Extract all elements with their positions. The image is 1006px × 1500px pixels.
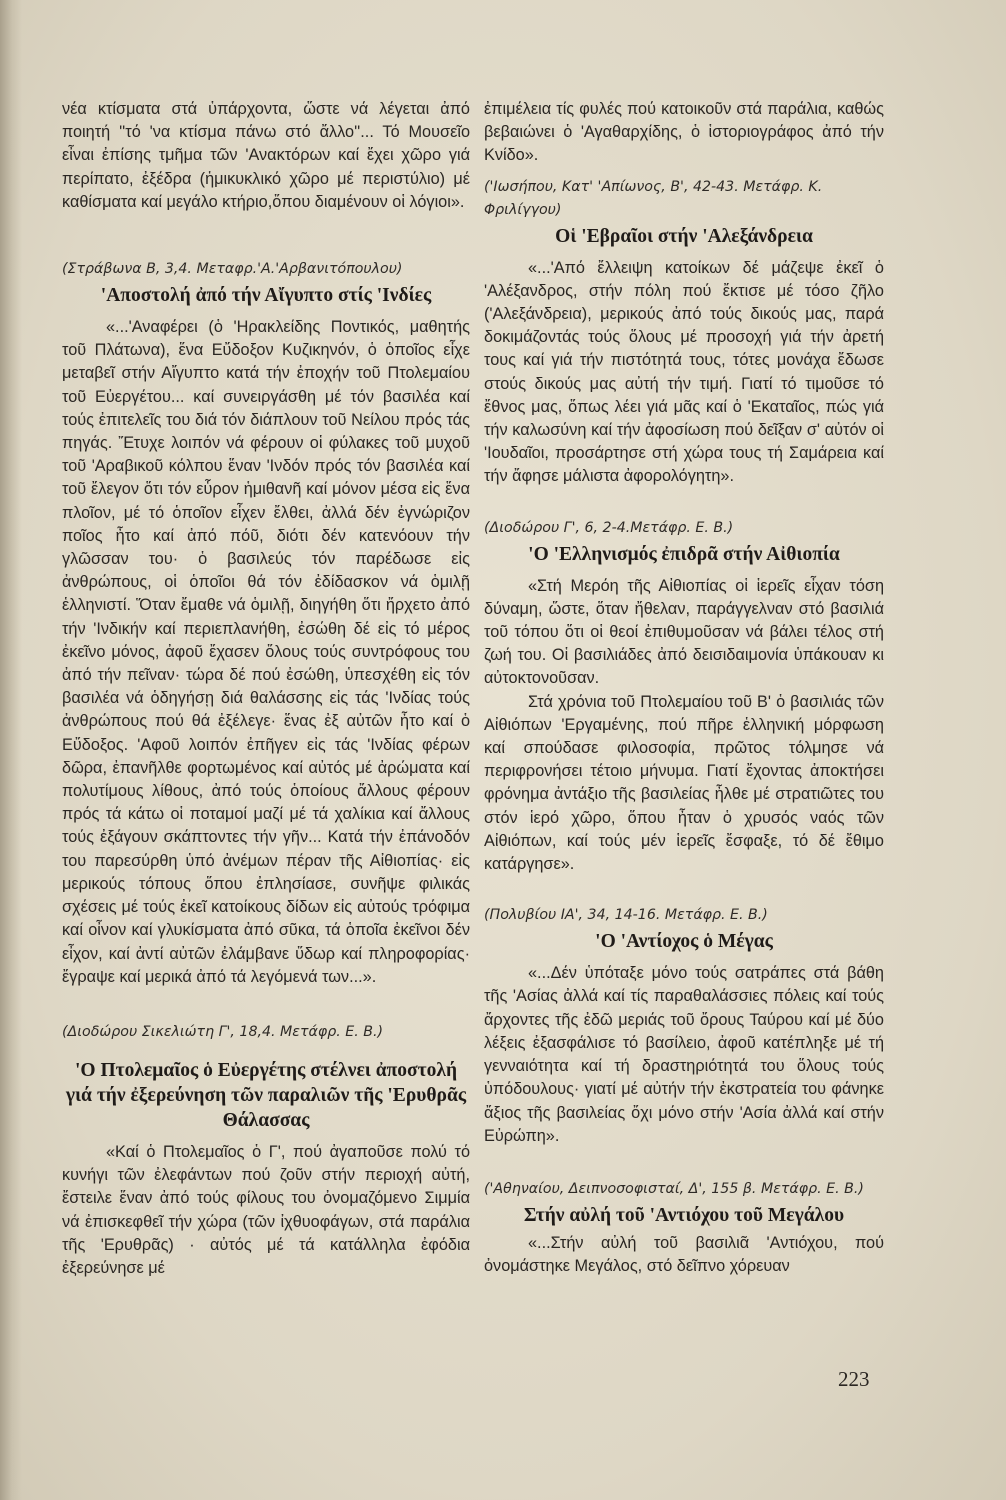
- right-column: [484, 98, 884, 1278]
- citation-josephus: ('Ιωσήπου, Κατ' 'Απίωνος, Β', 42-43. Μετάφρ. Κ. Φριλίγγου): [484, 178, 823, 218]
- citation-athenaeus: ('Αθηναίου, Δειπνοσοφισταί, Δ', 155 β. Μετάφρ. Ε. Β.): [484, 1180, 864, 1197]
- heading-ptolemy-euergetes: 'Ο Πτολεμαῖος ὁ Εὐεργέτης στέλνει ἀποστολή γιά τήν ἐξερεύνηση τῶν παραλιῶν τῆς 'Ερυθρᾶς Θάλασσας: [65, 1059, 467, 1131]
- left-column: [62, 98, 470, 1280]
- paragraph-simmias: «Καί ὁ Πτολεμαῖος ὁ Γ', πού ἀγαποῦσε πολύ τό κυνήγι τῶν ἐλεφάντων πού ζοῦν στήν περιοχή αὐτή, ἔστειλε ἕναν ἀπό τούς φίλους του ὀνομαζόμενο Σιμμία νά ἐπισκεφθεῖ τήν χώρα (τῶν ἰχθυοφάγων, στά παράλια τῆς 'Ερυθρᾶς) · αὐτός μέ τά κατάλληλα ἐφόδια ἐξερεύνησε μέ: [62, 1142, 470, 1277]
- paragraph-jews-alexandria: «...'Από ἔλλειψη κατοίκων δέ μάζεψε ἐκεῖ ὁ 'Αλέξανδρος, στήν πόλη πού ἔκτισε μέ τόσο ζῆλο ('Αλεξάνδρεια), μερικούς ἀπό τούς δικούς μας, παρά δοκιμάζοντάς τούς ὅλους μέ προσοχή γιά τήν ἀρετή τους καί γιά τήν πιστότητά τους, τότες μονάχα ἔδωσε στούς δικούς μας αὐτή τήν τιμή. Γιατί τό τιμοῦσε τό ἔθνος μας, ὅπως λέει γιά μᾶς καί ὁ 'Εκαταῖος, πώς γιά τήν καλωσύνη καί τήν ἀφοσίωση πού δεῖξαν σ' αὐτόν οἱ 'Ιουδαῖοι, προσάρτησε στή χώρα τους τή Σαμάρεια καί τήν ἄφησε μάλιστα ἀφορολόγητη».: [484, 258, 884, 486]
- page-number: 223: [838, 1367, 870, 1391]
- paragraph-ergamenes: Στά χρόνια τοῦ Πτολεμαίου τοῦ Β' ὁ βασιλιάς τῶν Αἰθιόπων 'Εργαμένης, πού πῆρε ἑλληνική μόρφωση καί σπούδασε φιλοσοφία, πρῶτος τόλμησε νά περιφρονήσει τέτοιο μήνυμα. Γιατί ἔχοντας ἀποκτήσει φρόνημα ἀντάξιο τῆς βασιλείας ἦλθε μέ στρατιῶτες του στόν ἱερό χῶρο, ὅπου ἦταν ὁ χρυσός ναός τῶν Αἰθιόπων, καί τούς μέν ἱερεῖς ἔσφαξε, τό δέ ἔθιμο κατάργησε».: [484, 692, 884, 874]
- heading-hellenism-ethiopia: 'Ο 'Ελληνισμός ἐπιδρᾶ στήν Αἰθιοπία: [528, 543, 840, 565]
- paragraph-meroe-priests: «Στή Μερόη τῆς Αἰθιοπίας οἱ ἱερεῖς εἶχαν τόση δύναμη, ὥστε, ὅταν ἤθελαν, παράγγελναν στό βασιλιά τοῦ τόπου ὅτι οἱ θεοί ἐπιθυμοῦσαν νά βάλει τέλος στή ζωή του. Οἱ βασιλιάδες ἀπό δεισιδαιμονία ὑπάκουαν κι αὐτοκτονοῦσαν.: [484, 576, 884, 688]
- page-binding-shadow: [0, 0, 22, 1500]
- heading-court-antiochus: Στήν αὐλή τοῦ 'Αντιόχου τοῦ Μεγάλου: [523, 1204, 845, 1226]
- heading-antiochus-great: 'Ο 'Αντίοχος ὁ Μέγας: [595, 931, 773, 953]
- heading-expedition-india: 'Αποστολή ἀπό τήν Αἴγυπτο στίς 'Ινδίες: [100, 285, 432, 307]
- citation-polybius: (Πολυβίου ΙΑ', 34, 14-16. Μετάφρ. Ε. Β.): [484, 907, 768, 924]
- citation-diodorus: (Διοδώρου Γ', 6, 2-4.Μετάφρ. Ε. Β.): [484, 519, 734, 536]
- citation-diodorus-sikeliotis: (Διοδώρου Σικελιώτη Γ', 18,4. Μετάφρ. Ε. Β.): [62, 1023, 383, 1040]
- paragraph-eudoxus: «...'Αναφέρει (ὁ 'Ηρακλείδης Ποντικός, μαθητής τοῦ Πλάτωνα), ἕνα Εὔδοξον Κυζικηνόν, ὁ ὁποῖος εἶχε μεταβεῖ στήν Αἴγυπτο κατά τήν ἐποχήν τοῦ Πτολεμαίου τοῦ Εὐεργέτου... καί συνειργάσθη μέ τόν βασιλέα καί τούς ἐπιτελεῖς του διά τόν διάπλουν τοῦ Νείλου πρός τάς πηγάς. Ἔτυχε λοιπόν νά φέρουν οἱ φύλακες τοῦ μυχοῦ τοῦ 'Αραβικοῦ κόλπου ἕναν 'Ινδόν πρός τόν βασιλέα καί τοῦ ἔλεγον ὅτι τόν εὗρον ἡμιθανῆ καί μόνον μέσα εἰς ἕνα πλοῖον, μέ τό ὁποῖον εἶχεν ἔλθει, ἀλλά δέν ἐγνώριζον ποῖος ἦτο καί ἀπό πόῦ, διότι δέν κατενόουν τήν γλῶσσαν του· ὁ βασιλεύς τόν παρέδωσε εἰς ἀνθρώπους, οἱ ὁποῖοι θά τόν ἐδίδασκον νά ὁμιλῇ ἑλληνιστί. Ὅταν ἔμαθε νά ὁμιλῇ, διηγήθη ὅτι ἤρχετο ἀπό τήν 'Ινδικήν καί περιεπλανήθη, ἐσώθη δέ εἰς τό μέρος ἐκεῖνο μόνος, ἀφοῦ ἔχασεν ὅλους τούς συντρόφους του ἀπό τήν πεῖναν· τώρα δέ πού ἐσώθη, ὑπεσχέθη εἰς τόν βασιλέα νά ὁδηγήσῃ διά θαλάσσης εἰς τάς 'Ινδίας τούς ἀνθρώπους πού θά ἐξέλεγε· ἕνας ἐξ αὐτῶν ἦτο καί ὁ Εὔδοξος. 'Αφοῦ λοιπόν ἐπῆγεν εἰς τάς 'Ινδίας φέρων δῶρα, ἐπανῆλθε φορτωμένος καί αὐτός μέ ἀρώματα καί πολυτίμους λίθους, ἀπό τούς ὁποίους ἄλλους φέρουν πρός τά κάτω οἱ ποταμοί μαζί μέ τά χαλίκια καί ἄλλους τούς ἐξάγουν σκάπτοντες τήν γῆν... Κατά τήν ἐπάνοδόν του παρεσύρθη ὑπό ἀνέμων πέραν τῆς Αἰθιοπίας· εἰς μερικούς τόπους ὅπου ἐπλησίασε, συνῆψε φιλικάς σχέσεις μέ τούς ἐκεῖ κατοίκους δίδων εἰς αὐτούς τρόφιμα καί οἶνον καί γλυκίσματα ἀπό σῦκα, τά ὁποῖα ἐκεῖνοι δέν εἶχον, καί ἀντί αὐτῶν ἐλάμβανε ὕδωρ καί πληροφορίας· ἔγραψε καί μερικά ἀπό τά λεγόμενά των...».: [62, 318, 470, 986]
- citation-strabo: (Στράβωνα Β, 3,4. Μεταφρ.'Α.'Αρβανιτόπουλου): [62, 261, 403, 278]
- heading-jews-alexandria: Οἱ 'Εβραῖοι στήν 'Αλεξάνδρεια: [555, 225, 813, 247]
- right-intro-paragraph: ἐπιμέλεια τίς φυλές πού κατοικοῦν στά παράλια, καθώς βεβαιώνει ὁ 'Αγαθαρχίδης, ὁ ἱστοριογράφος ἀπό τήν Κνίδο».: [484, 100, 884, 165]
- left-intro-paragraph: νέα κτίσματα στά ὑπάρχοντα, ὥστε νά λέγεται ἀπό ποιητή ''τό 'να κτίσμα πάνω στό ἄλλο''... Τό Μουσεῖο εἶναι ἐπίσης τμῆμα τῶν 'Ανακτόρων καί ἔχει χῶρο γιά περίπατο, ἐξέδρα (ἡμικυκλικό χῶρο μέ περιστύλιο) μέ καθίσματα καί μεγάλο κτήριο,ὅπου διαμένουν οἱ λόγιοι».: [62, 100, 470, 211]
- paragraph-antiochus-conquests: «...Δέν ὑπόταξε μόνο τούς σατράπες στά βάθη τῆς 'Ασίας ἀλλά καί τίς παραθαλάσσιες πόλεις καί τούς ἄρχοντες τῆς ἐδῶ μεριάς τοῦ ὄρους Ταύρου καί μέ δύο λέξεις ἐξασφάλισε τό βασίλειο, ἀφοῦ κατέπληξε μέ τή γενναιότητα καί τή δραστηριότητά του ὅλους τούς ὑπόδουλους· γιατί μέ αὐτήν τήν ἐκστρατεία του φάνηκε ἄξιος τῆς βασιλείας ὄχι μόνο στήν 'Ασία ἀλλά καί στήν Εὐρώπη».: [484, 964, 884, 1145]
- paragraph-court-antiochus: «...Στήν αὐλή τοῦ βασιλιᾶ 'Αντιόχου, πού ὀνομάστηκε Μεγάλος, στό δεῖπνο χόρευαν: [484, 1233, 884, 1276]
